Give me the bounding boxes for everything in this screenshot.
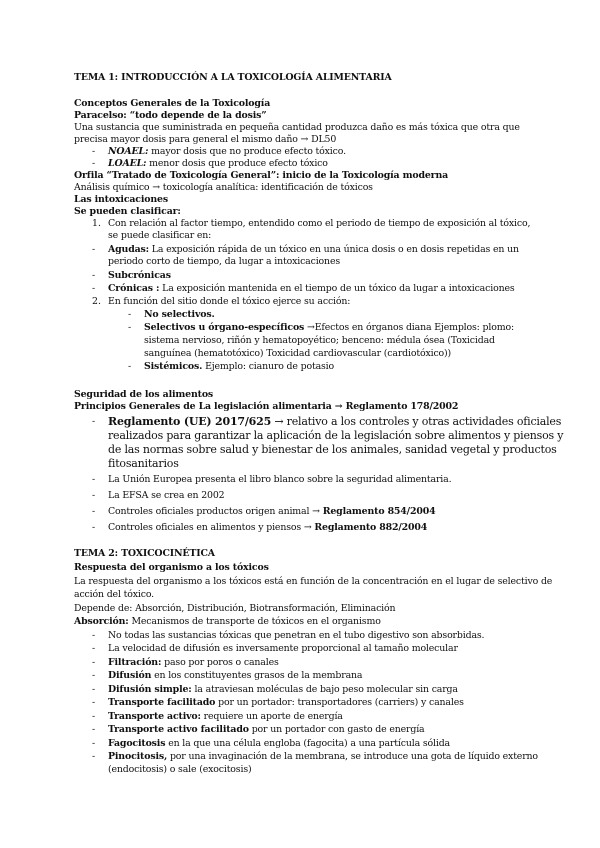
tema1-title: TEMA 1: INTRODUCCIÓN A LA TOXICOLOGÍA ALIMENTARIA	[74, 72, 392, 83]
controles-item: Controles oficiales en alimentos y piensos → Reglamento 882/2004	[108, 522, 428, 533]
subcronicas-item: Subcrónicas	[108, 270, 171, 281]
dash-bullet: -	[128, 322, 132, 333]
efsa-item: La EFSA se crea en 2002	[108, 490, 225, 501]
agudas-item-cont: periodo corto de tiempo, da lugar a intoxicaciones	[108, 256, 340, 267]
dash-bullet: -	[92, 738, 96, 749]
dash-bullet: -	[128, 309, 132, 320]
paragraph-line: precisa mayor dosis para general el mismo daño → DL50	[74, 134, 337, 145]
absorcion-item-cont: (endocitosis) o sale (exocitosis)	[108, 764, 252, 775]
tema2-title: TEMA 2: TOXICOCINÉTICA	[74, 548, 215, 559]
reglamento-item-cont: fitosanitarios	[108, 457, 179, 470]
clasificar-heading: Se pueden clasificar:	[74, 206, 181, 217]
absorcion-item: Transporte facilitado por un portador: transportadores (carriers) y canales	[108, 697, 464, 708]
reglamento-item: Reglamento (UE) 2017/625 → relativo a los controles y otras actividades oficiales	[108, 415, 562, 428]
dash-bullet: -	[92, 724, 96, 735]
principios-heading: Principios Generales de La legislación alimentaria → Reglamento 178/2002	[74, 401, 459, 412]
dash-bullet: -	[92, 684, 96, 695]
reglamento-item-cont: de las normas sobre salud y bienestar de los animales, sanidad vegetal y productos	[108, 443, 557, 456]
depende-line: Depende de: Absorción, Distribución, Biotransformación, Eliminación	[74, 603, 396, 614]
absorcion-item: Transporte activo facilitado por un portador con gasto de energía	[108, 724, 425, 735]
list-number: 2.	[92, 296, 101, 307]
dash-bullet: -	[92, 283, 96, 294]
dash-bullet: -	[92, 416, 96, 427]
absorcion-item: Transporte activo: requiere un aporte de energía	[108, 711, 343, 722]
controles-item: Controles oficiales productos origen animal → Reglamento 854/2004	[108, 506, 436, 517]
cronicas-item: Crónicas : La exposición mantenida en el tiempo de un tóxico da lugar a intoxicaciones	[108, 283, 515, 294]
dash-bullet: -	[128, 361, 132, 372]
dash-bullet: -	[92, 643, 96, 654]
dash-bullet: -	[92, 474, 96, 485]
dash-bullet: -	[92, 670, 96, 681]
intoxicaciones-heading: Las intoxicaciones	[74, 194, 168, 205]
reglamento-item-cont: realizados para garantizar la aplicación de la legislación sobre alimentos y piensos y	[108, 429, 564, 442]
selectivos-item-cont: sistema nervioso, riñón y hematopoyético; benceno: médula ósea (Toxicidad	[144, 335, 495, 346]
dash-bullet: -	[92, 490, 96, 501]
absorcion-line: Absorción: Mecanismos de transporte de tóxicos en el organismo	[74, 616, 381, 627]
loael-item: LOAEL: menor dosis que produce efecto tóxico	[108, 158, 328, 169]
no-selectivos-item: No selectivos.	[144, 309, 215, 320]
respuesta-heading: Respuesta del organismo a los tóxicos	[74, 562, 269, 573]
list-item-text: En función del sitio donde el tóxico ejerce su acción:	[108, 296, 351, 307]
dash-bullet: -	[92, 751, 96, 762]
selectivos-item-cont: sanguínea (hematotóxico) Toxicidad cardiovascular (cardiotóxico))	[144, 348, 452, 359]
analisis-line: Análisis químico → toxicología analítica: identificación de tóxicos	[74, 182, 373, 193]
sistemicos-item: Sistémicos. Ejemplo: cianuro de potasio	[144, 361, 335, 372]
dash-bullet: -	[92, 697, 96, 708]
libro-blanco-item: La Unión Europea presenta el libro blanco sobre la seguridad alimentaria.	[108, 474, 452, 485]
list-item-text: Con relación al factor tiempo, entendido como el periodo de tiempo de exposición al tóxico,	[108, 218, 531, 229]
dash-bullet: -	[92, 270, 96, 281]
absorcion-item: No todas las sustancias tóxicas que penetran en el tubo digestivo son absorbidas.	[108, 630, 485, 641]
paragraph-line: acción del tóxico.	[74, 589, 154, 600]
absorcion-item: Difusión en los constituyentes grasos de la membrana	[108, 670, 363, 681]
noael-item: NOAEL: mayor dosis que no produce efecto tóxico.	[108, 146, 346, 157]
absorcion-item: Filtración: paso por poros o canales	[108, 657, 279, 668]
agudas-item: Agudas: La exposición rápida de un tóxico en una única dosis o en dosis repetidas en un	[108, 244, 519, 255]
orfila-heading: Orfila “Tratado de Toxicología General”: inicio de la Toxicología moderna	[74, 170, 449, 181]
absorcion-item: Pinocitosis, por una invaginación de la membrana, se introduce una gota de líquido externo	[108, 751, 538, 762]
dash-bullet: -	[92, 146, 96, 157]
dash-bullet: -	[92, 657, 96, 668]
paracelso-heading: Paracelso: “todo depende de la dosis”	[74, 110, 267, 121]
dash-bullet: -	[92, 711, 96, 722]
dash-bullet: -	[92, 158, 96, 169]
absorcion-item: La velocidad de difusión es inversamente proporcional al tamaño molecular	[108, 643, 458, 654]
selectivos-item: Selectivos u órgano-específicos →Efectos en órganos diana Ejemplos: plomo:	[144, 322, 514, 333]
paragraph-line: La respuesta del organismo a los tóxicos está en función de la concentración en el lugar de selectivo de	[74, 576, 553, 587]
seguridad-heading: Seguridad de los alimentos	[74, 389, 214, 400]
dash-bullet: -	[92, 506, 96, 517]
absorcion-item: Fagocitosis en la que una célula engloba (fagocita) a una partícula sólida	[108, 738, 450, 749]
dash-bullet: -	[92, 630, 96, 641]
conceptos-heading: Conceptos Generales de la Toxicología	[74, 98, 271, 109]
absorcion-item: Difusión simple: la atraviesan moléculas de bajo peso molecular sin carga	[108, 684, 458, 695]
dash-bullet: -	[92, 244, 96, 255]
dash-bullet: -	[92, 522, 96, 533]
list-item-text: se puede clasificar en:	[108, 230, 212, 241]
paragraph-line: Una sustancia que suministrada en pequeña cantidad produzca daño es más tóxica que otra que	[74, 122, 520, 133]
list-number: 1.	[92, 218, 101, 229]
